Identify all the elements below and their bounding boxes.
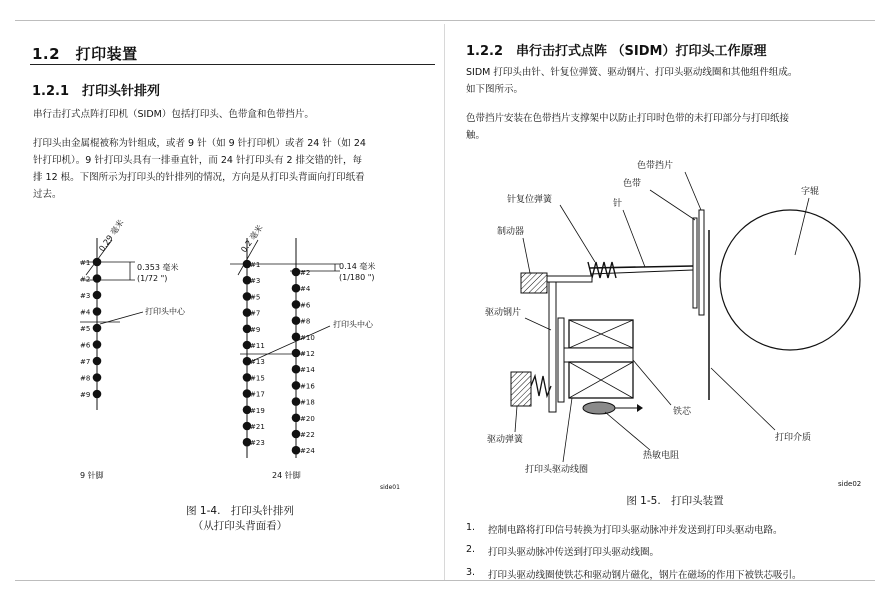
actuating-plate-shape: [547, 276, 592, 282]
arrow-head: [637, 404, 643, 412]
pin-dot: [292, 397, 301, 406]
pin-label: #4: [80, 308, 91, 317]
step-text: 打印头驱动脉冲传送到打印头驱动线圈。: [488, 547, 660, 558]
left-para2-line: 针打印机）。9 针打印头具有一排垂直针，而 24 针打印头有 2 排交错的针，每: [33, 155, 363, 166]
label-thermistor: 热敏电阻: [643, 451, 680, 461]
pin-dot: [292, 381, 301, 390]
steps-list: [466, 522, 866, 582]
center-label-9: 打印头中心: [145, 307, 185, 316]
pin-dot: [292, 365, 301, 374]
pin-dot: [292, 446, 301, 455]
right-para1-line: 如下图所示。: [466, 84, 524, 95]
pin-label: #4: [300, 285, 311, 294]
pin-dot: [93, 340, 102, 349]
pin-dot: [292, 268, 301, 277]
pin-arrangement-figure: [0, 0, 445, 500]
pin-label: #5: [250, 293, 261, 302]
step-number: 1.: [466, 522, 476, 533]
actuating-plate-arm: [549, 282, 556, 412]
left-para2-line: 过去。: [33, 189, 62, 200]
pin-dot: [93, 373, 102, 382]
subsection-title-left: 1.2.1 打印头针排列: [32, 84, 161, 99]
left-para2-line: 排 12 根。下图所示为打印头的针排列的情况，方向是从打印头背面向打印纸看: [33, 172, 365, 183]
pin-label: #24: [300, 447, 315, 456]
dim-24-diag: 0.2 毫米: [239, 223, 265, 255]
label-pin: 针: [613, 199, 623, 209]
section-title: 1.2 打印装置: [32, 45, 138, 63]
list-item: [466, 567, 866, 583]
leader-line: [711, 368, 775, 430]
pin-label: #1: [250, 261, 261, 269]
platen-shape: [720, 210, 860, 350]
pin-label: #11: [250, 342, 265, 350]
pin-label: #8: [300, 317, 311, 326]
pin-dot: [292, 333, 301, 342]
leader-line: [605, 412, 650, 450]
label-iron-core: 铁芯: [673, 407, 692, 417]
pin-dot: [292, 300, 301, 309]
pin-label: #17: [250, 390, 265, 399]
subsection-title-right: 1.2.2 串行击打式点阵 （SIDM）打印头工作原理: [466, 44, 767, 59]
print-head-mechanism-figure: [445, 150, 890, 490]
leader-line: [650, 190, 695, 220]
pin-label: #2: [300, 269, 311, 277]
leader-line: [795, 198, 809, 255]
step-text: 控制电路将打印信号转换为打印头驱动脉冲并发送到打印头驱动电路。: [488, 525, 783, 536]
leader-line: [525, 318, 551, 330]
leader-line: [515, 406, 517, 432]
pin-dot: [292, 414, 301, 423]
left-para2-line: 打印头由金属棍被称为针组成，或者 9 针（如 9 针打印机）或者 24 针（如 24: [33, 138, 366, 149]
left-para1: 串行击打式点阵打印机（SIDM）包括打印头、色带盒和色带挡片。: [33, 109, 314, 120]
brake-shape: [521, 273, 547, 293]
pin-label: #3: [250, 277, 261, 286]
pin-dot: [93, 307, 102, 316]
pins-9-group: [80, 258, 101, 399]
caption-left-line2: （从打印头背面看）: [192, 520, 288, 532]
pin-label: #18: [300, 398, 315, 407]
ribbon-shape: [693, 218, 697, 308]
pin-label: #1: [80, 259, 91, 267]
right-para2: [466, 110, 789, 144]
label-actuating-plate: 驱动钢片: [485, 308, 522, 318]
pin-label: #19: [250, 406, 265, 415]
leader-line: [560, 205, 595, 262]
pin-label: #6: [300, 301, 311, 310]
pin-label: #22: [300, 431, 315, 439]
actuator-spring-shape: [531, 376, 551, 396]
pin-label: #10: [300, 333, 315, 342]
pin-label: #13: [250, 358, 265, 367]
label-platen: 字辊: [801, 187, 820, 197]
pin-dot: [93, 274, 102, 283]
pins-24-group: [243, 260, 316, 456]
label-head-coil: 打印头驱动线圈: [525, 465, 589, 475]
pin-label: #8: [80, 374, 91, 383]
dim-24-pitch-frac: (1/180 "): [339, 273, 375, 282]
pin-dot: [292, 349, 301, 358]
figure-code-right: side02: [838, 480, 862, 488]
pin-dot: [292, 316, 301, 325]
figure-caption-right: 图 1-5. 打印头装置: [626, 495, 724, 507]
core-side: [558, 318, 564, 402]
dim-24-pitch: 0.14 毫米: [339, 262, 376, 271]
step-number: 2.: [466, 544, 476, 555]
leader-line: [633, 360, 671, 405]
pin-dot: [93, 258, 102, 267]
figure-caption-left: [150, 503, 330, 533]
list-item: [466, 522, 866, 538]
pin-label: #23: [250, 439, 265, 448]
pin-dot: [93, 357, 102, 366]
label-9-pins: 9 针脚: [80, 471, 104, 480]
pin-label: #6: [80, 341, 91, 350]
pin-dot: [93, 291, 102, 300]
step-number: 3.: [466, 567, 476, 578]
core-plate-shape: [563, 348, 633, 362]
pin-dot: [93, 390, 102, 399]
figure-code-left: side01: [380, 484, 400, 491]
right-para2-line: 触。: [466, 130, 486, 141]
pin-label: #7: [80, 358, 91, 366]
caption-left-line1: 图 1-4. 打印头针排列: [186, 505, 294, 517]
actuator-spring-base: [511, 372, 531, 406]
label-print-media: 打印介质: [775, 433, 812, 443]
label-actuator-spring: 驱动弹簧: [487, 435, 524, 445]
pin-label: #14: [300, 366, 315, 375]
right-para1-line: SIDM 打印头由针、针复位弹簧、驱动钢片、打印头驱动线圈和其他组件组成。: [466, 67, 798, 78]
pin-label: #5: [80, 325, 91, 333]
list-item: [466, 544, 866, 560]
pin-label: #20: [300, 414, 315, 423]
ribbon-mask-shape: [699, 210, 704, 315]
dim-9-diag: 0.29 毫米: [97, 218, 126, 254]
pin-label: #7: [250, 309, 261, 318]
leader-line: [685, 172, 701, 210]
label-ribbon-mask: 色带挡片: [637, 161, 674, 171]
leader-line: [623, 210, 645, 267]
pin-label: #9: [80, 391, 91, 399]
pin-label: #15: [250, 374, 265, 383]
center-label-24: 打印头中心: [333, 320, 373, 329]
dim-9-pitch-frac: (1/72 "): [137, 274, 168, 283]
leader-line: [523, 238, 530, 273]
right-para2-line: 色带挡片安装在色带挡片支撑架中以防止打印时色带的未打印部分与打印纸接: [466, 113, 790, 124]
label-brake: 制动器: [497, 227, 525, 237]
pin-label: #16: [300, 382, 315, 391]
label-pin-return-spring: 针复位弹簧: [507, 195, 553, 205]
center-leader-9: [100, 312, 143, 324]
pin-label: #9: [250, 325, 261, 334]
right-para1: [466, 64, 797, 98]
dim-9-pitch: 0.353 毫米: [137, 263, 179, 272]
pin-dot: [292, 430, 301, 439]
pin-label: #3: [80, 292, 91, 300]
pin-label: #2: [80, 275, 91, 284]
pin-dot: [292, 284, 301, 293]
label-24-pins: 24 针脚: [272, 471, 301, 480]
pin-dot: [93, 324, 102, 333]
label-ribbon: 色带: [623, 179, 642, 189]
step-text: 打印头驱动线圈使铁芯和驱动钢片磁化，钢片在磁场的作用下被铁芯吸引。: [488, 570, 802, 581]
thermistor-shape: [583, 402, 615, 414]
pin-label: #12: [300, 350, 315, 358]
pin-label: #21: [250, 423, 265, 431]
leader-line: [563, 398, 572, 462]
